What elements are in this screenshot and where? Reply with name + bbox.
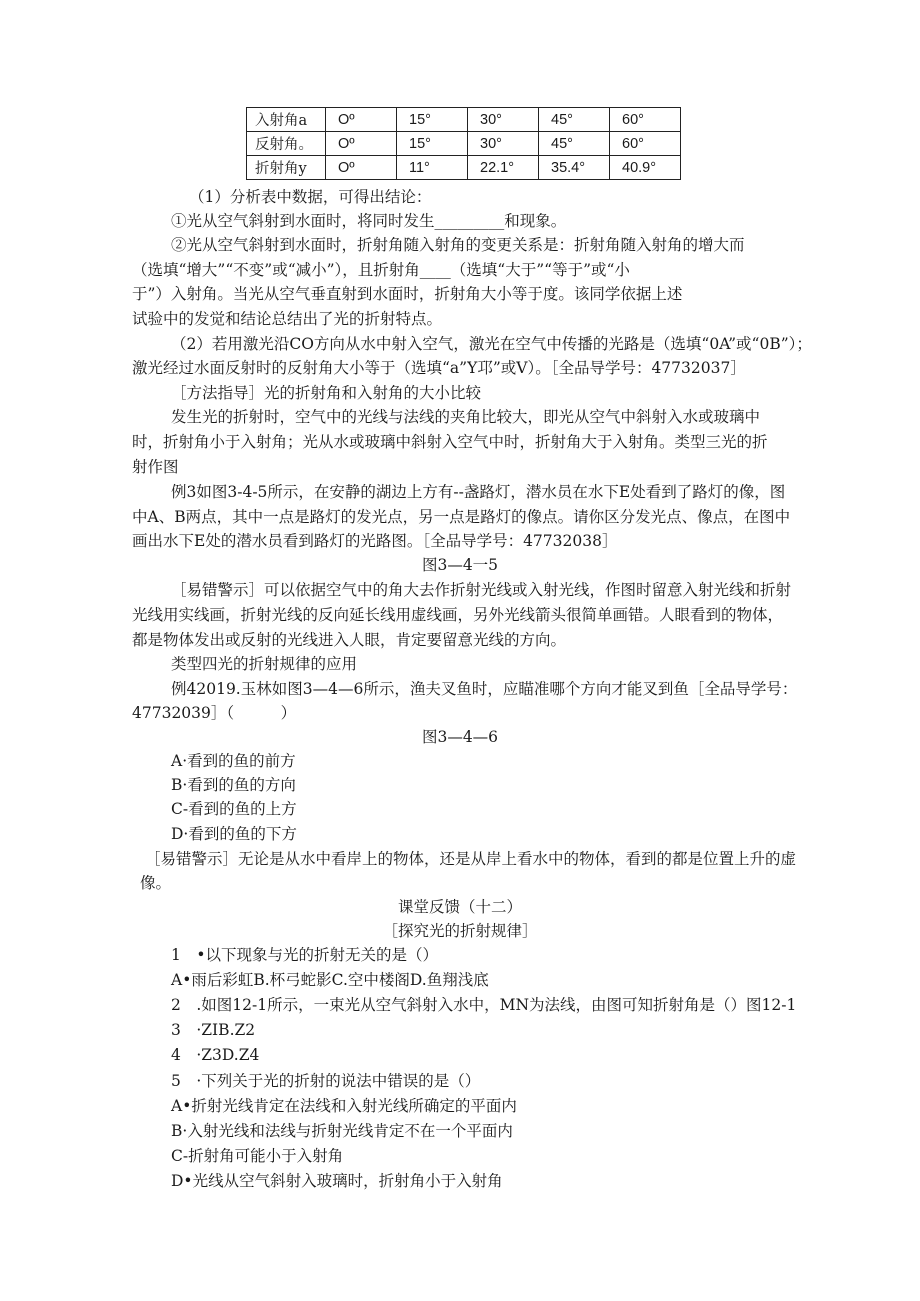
- text-line: 光线用实线画，折射光线的反向延长线用虚线画，另外光线箭头很简单画错。人眼看到的物体，: [132, 606, 784, 624]
- text-line: 例42019.玉林如图3—4—6所示，渔夫叉鱼时，应瞄准哪个方向才能叉到鱼［全品导学号：: [171, 680, 798, 698]
- text-line: 47732039］（ ）: [132, 704, 297, 722]
- option-item: A•折射光线肯定在法线和入射光线所确定的平面内: [171, 1097, 517, 1115]
- section-heading: 类型四光的折射规律的应用: [171, 655, 358, 673]
- table-cell: 40.9°: [610, 156, 681, 180]
- question: 2 .如图12-1所示，一束光从空气斜射入水中，MN为法线，由图可知折射角是（）图12-1: [171, 996, 797, 1014]
- table-cell: 35.4°: [539, 156, 610, 180]
- section-heading: ［方法指导］光的折射角和入射角的大小比较: [171, 384, 482, 402]
- text-line: 中A、B两点，其中一点是路灯的发光点，另一点是路灯的像点。请你区分发光点、像点，在图中: [132, 508, 791, 526]
- text-line: 激光经过水面反射时的反射角大小等于（选填“a”Y邛”或V）。［全品导学号：47732037］: [132, 359, 746, 377]
- text-line: ［易错警示］无论是从水中看岸上的物体，还是从岸上看水中的物体，看到的都是位置上升的虚: [145, 850, 797, 868]
- option-item: D·看到的鱼的下方: [171, 825, 297, 843]
- table-cell: 60°: [610, 132, 681, 156]
- table-cell: Oº: [326, 108, 397, 132]
- text-line: 射作图: [132, 458, 179, 476]
- table-cell: 30°: [468, 132, 539, 156]
- option-item: C-看到的鱼的上方: [171, 800, 297, 818]
- option-item: 3 ·ZIB.Z2: [171, 1021, 256, 1039]
- table-cell: 15°: [397, 108, 468, 132]
- option-item: D•光线从空气斜射入玻璃时，折射角小于入射角: [171, 1172, 503, 1190]
- text-line: （1）分析表中数据，可得出结论：: [189, 188, 432, 206]
- table-cell: 45°: [539, 132, 610, 156]
- option-item: C-折射角可能小于入射角: [171, 1147, 344, 1165]
- table-cell: Oº: [326, 132, 397, 156]
- table-cell: 15°: [397, 132, 468, 156]
- table-row: [247, 132, 681, 156]
- figure-caption: 图3—4一5: [421, 556, 499, 574]
- row-label: 反射角。: [247, 132, 326, 156]
- text-line: ①光从空气斜射到水面时，将同时发生_________和现象。: [171, 212, 567, 230]
- section-subtitle: ［探究光的折射规律］: [382, 922, 538, 940]
- option-item: 4 ·Z3D.Z4: [171, 1046, 260, 1064]
- text-line: 时，折射角小于入射角；光从水或玻璃中斜射入空气中时，折射角大于入射角。类型三光的折: [132, 433, 768, 451]
- text-line: （选填“增大”“不变”或“减小”），且折射角____（选填“大于”“等于”或“小: [132, 261, 630, 279]
- option-item: A·看到的鱼的前方: [171, 752, 296, 770]
- row-label: 入射角a: [247, 108, 326, 132]
- option-item: B·看到的鱼的方向: [171, 776, 296, 794]
- section-title: 课堂反馈（十二）: [397, 898, 522, 916]
- text-line: 于”）入射角。当光从空气垂直射到水面时，折射角大小等于度。该同学依据上述: [132, 285, 683, 303]
- table-cell: 30°: [468, 108, 539, 132]
- text-line: 都是物体发出或反射的光线进入人眼，肯定要留意光线的方向。: [132, 631, 567, 649]
- row-label: 折射角y: [247, 156, 326, 180]
- option-item: A•雨后彩虹B.杯弓蛇影C.空中楼阁D.鱼翔浅底: [171, 971, 489, 989]
- text-line: ［易错警示］可以依据空气中的角大去作折射光线或入射光线，作图时留意入射光线和折射: [171, 581, 792, 599]
- text-line: 试验中的发觉和结论总结出了光的折射特点。: [132, 310, 443, 328]
- text-line: （2）若用激光沿CO方向从水中射入空气，激光在空气中传播的光路是（选填“0A”或“0B”）；: [171, 335, 812, 353]
- text-line: 画出水下E处的潜水员看到路灯的光路图。［全品导学号：47732038］: [132, 532, 618, 550]
- question: 5 ·下列关于光的折射的说法中错误的是（）: [171, 1072, 481, 1090]
- text-line: ②光从空气斜射到水面时，折射角随入射角的变更关系是：折射角随入射角的增大而: [171, 236, 745, 254]
- table-cell: Oº: [326, 156, 397, 180]
- table-row: [247, 156, 681, 180]
- table-row: [247, 108, 681, 132]
- question: 1 •以下现象与光的折射无关的是（）: [171, 946, 439, 964]
- table-cell: 22.1°: [468, 156, 539, 180]
- table-cell: 60°: [610, 108, 681, 132]
- figure-caption: 图3—4—6: [421, 728, 499, 746]
- table-cell: 11°: [397, 156, 468, 180]
- text-line: 例3如图3-4-5所示，在安静的湖边上方有--盏路灯，潜水员在水下E处看到了路灯的像，图: [171, 483, 786, 501]
- angle-data-table: [246, 107, 681, 180]
- option-item: B·入射光线和法线与折射光线肯定不在一个平面内: [171, 1122, 513, 1140]
- table-cell: 45°: [539, 108, 610, 132]
- text-line: 像。: [140, 874, 172, 892]
- text-line: 发生光的折射时，空气中的光线与法线的夹角比较大，即光从空气中斜射入水或玻璃中: [171, 408, 761, 426]
